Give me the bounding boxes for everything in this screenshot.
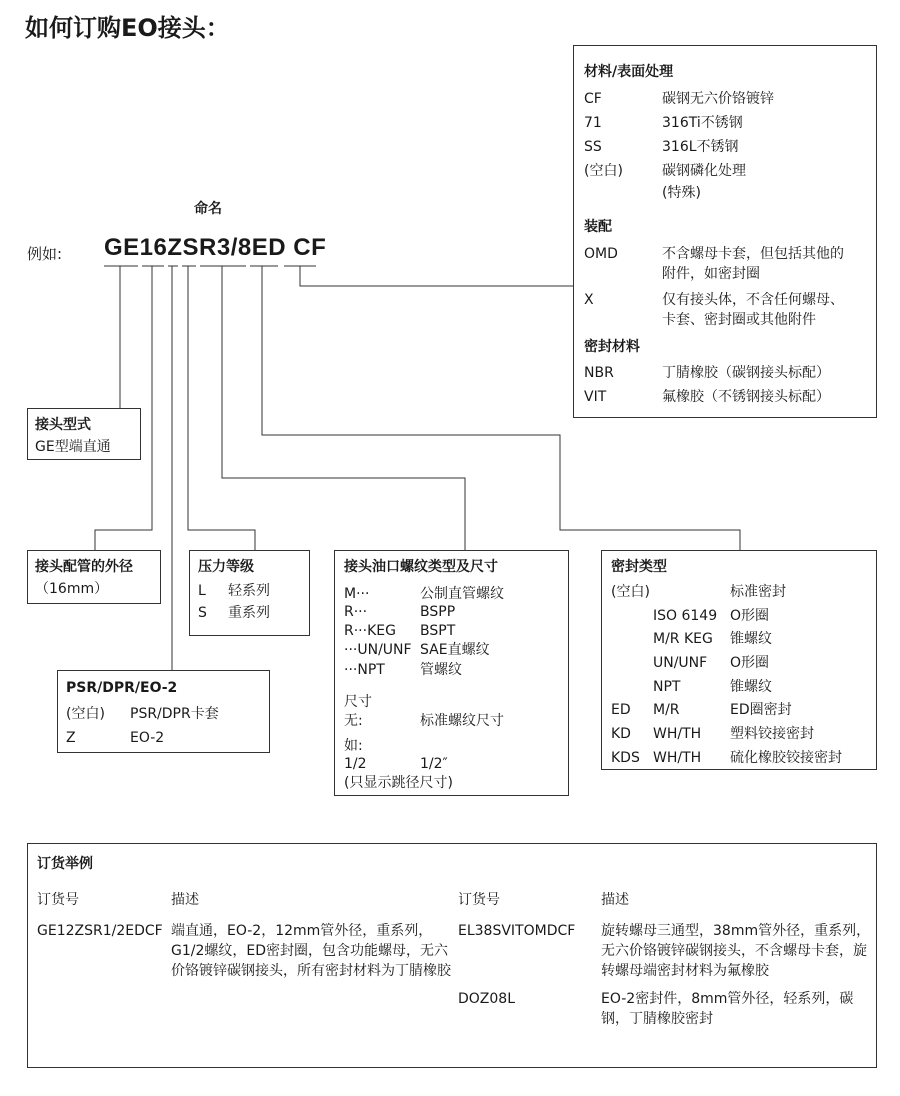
seal-material-desc: 丁腈橡胶（碳钢接头标配） — [662, 365, 830, 381]
order-code-main: GE16ZSR3/8ED — [104, 234, 287, 261]
material-code: (空白) — [584, 163, 623, 179]
thread-code: R··· — [344, 604, 368, 620]
seal-type-desc: 硫化橡胶铰接密封 — [730, 750, 842, 766]
seal-type-port: M/R KEG — [653, 631, 713, 647]
example-prefix: 例如: — [27, 245, 63, 263]
seal-type-code: ED — [611, 702, 631, 718]
thread-desc: 公制直管螺纹 — [420, 586, 504, 602]
order-no-column-header: 订货号 — [37, 892, 79, 908]
seal-type-port: WH/TH — [653, 726, 702, 742]
tube-od-box — [27, 550, 161, 604]
pressure-desc: 重系列 — [228, 605, 270, 621]
desc-column-header: 描述 — [171, 892, 199, 908]
seal-type-desc: 标准密封 — [730, 584, 786, 600]
thread-size-desc: 标准螺纹尺寸 — [420, 713, 504, 729]
order-code-suffix: CF — [293, 234, 327, 261]
thread-code: M··· — [344, 586, 370, 602]
seal-material-desc: 氟橡胶（不锈钢接头标配） — [662, 389, 830, 405]
seal-type-port: UN/UNF — [653, 655, 708, 671]
thread-size-code: 无: — [344, 713, 363, 729]
material-heading: 材料/表面处理 — [584, 64, 674, 80]
thread-desc: SAE直螺纹 — [420, 642, 490, 658]
material-desc: 碳钢无六价铬镀锌 — [662, 91, 774, 107]
seal-type-port: NPT — [653, 679, 681, 695]
thread-box — [334, 550, 569, 796]
assembly-desc: 仅有接头体，不含任何螺母、 — [662, 292, 844, 308]
pressure-box — [189, 550, 310, 636]
seal-material-heading: 密封材料 — [584, 339, 640, 355]
material-code: CF — [584, 91, 602, 107]
psr-dpr-box — [57, 670, 270, 753]
tube-od-value: （16mm） — [35, 581, 109, 597]
seal-type-box — [601, 550, 877, 770]
seal-type-port: M/R — [653, 702, 680, 718]
thread-code: ···NPT — [344, 662, 385, 678]
thread-example-desc: 1/2″ — [420, 756, 448, 772]
thread-code: R···KEG — [344, 623, 396, 639]
thread-desc: 管螺纹 — [420, 662, 462, 678]
thread-example-label: 如: — [344, 738, 363, 754]
tube-od-heading: 接头配管的外径 — [35, 559, 133, 575]
order-examples-heading: 订货举例 — [37, 856, 93, 872]
order-desc: 端直通，EO-2，12mm管外径，重系列，G1/2螺纹，ED密封圈，包含功能螺母，无六价铬镀锌碳钢接头，所有密封材料为丁腈橡胶 — [171, 923, 451, 979]
thread-desc: BSPP — [420, 604, 456, 620]
order-no: DOZ08L — [458, 991, 516, 1007]
thread-note: (只显示跳径尺寸) — [344, 775, 453, 791]
fitting-type-box — [27, 408, 141, 460]
psr-code: Z — [66, 730, 76, 746]
thread-heading: 接头油口螺纹类型及尺寸 — [344, 559, 498, 575]
pressure-code: S — [198, 605, 207, 621]
pressure-desc: 轻系列 — [228, 583, 270, 599]
desc-column-header: 描述 — [601, 892, 629, 908]
thread-example-code: 1/2 — [344, 756, 367, 772]
seal-type-desc: O形圈 — [730, 655, 770, 671]
seal-type-port: WH/TH — [653, 750, 702, 766]
order-no-column-header: 订货号 — [458, 892, 500, 908]
seal-type-heading: 密封类型 — [611, 559, 667, 575]
thread-desc: BSPT — [420, 623, 456, 639]
order-no: GE12ZSR1/2EDCF — [37, 923, 163, 939]
material-desc: 碳钢磷化处理 — [662, 163, 746, 179]
assembly-code: X — [584, 292, 594, 308]
order-desc: EO-2密封件，8mm管外径，轻系列，碳钢，丁腈橡胶密封 — [601, 991, 854, 1027]
pressure-code: L — [198, 583, 206, 599]
seal-material-code: NBR — [584, 365, 614, 381]
psr-heading: PSR/DPR/EO-2 — [66, 680, 178, 696]
material-box — [573, 45, 877, 418]
seal-type-desc: 锥螺纹 — [730, 631, 772, 647]
seal-material-code: VIT — [584, 389, 607, 405]
material-code: SS — [584, 139, 602, 155]
seal-type-desc: O形圈 — [730, 608, 770, 624]
fitting-type-value: GE型端直通 — [35, 439, 111, 455]
assembly-heading: 装配 — [584, 219, 612, 235]
seal-type-code: (空白) — [611, 584, 650, 600]
psr-desc: EO-2 — [130, 730, 165, 746]
order-desc: 旋转螺母三通型，38mm管外径，重系列，无六价铬镀锌碳钢接头，不含螺母卡套，旋转螺母端密封材料为氟橡胶 — [601, 923, 871, 979]
assembly-desc: 不含螺母卡套，但包括其他的 — [662, 246, 844, 262]
page-title: 如何订购EO接头： — [25, 14, 230, 42]
pressure-heading: 压力等级 — [198, 559, 254, 575]
seal-type-code: KDS — [611, 750, 640, 766]
seal-type-desc: 锥螺纹 — [730, 679, 772, 695]
thread-code: ···UN/UNF — [344, 642, 412, 658]
thread-size-label: 尺寸 — [344, 694, 372, 710]
fitting-type-heading: 接头型式 — [35, 417, 91, 433]
seal-type-desc: ED圈密封 — [730, 702, 792, 718]
material-desc: (特殊) — [662, 185, 701, 201]
material-desc: 316Ti不锈钢 — [662, 115, 743, 131]
psr-code: (空白) — [66, 706, 105, 722]
order-code-example — [104, 234, 326, 262]
material-desc: 316L不锈钢 — [662, 139, 739, 155]
seal-type-code: KD — [611, 726, 631, 742]
order-examples-box — [27, 843, 877, 1068]
assembly-desc: 卡套、密封圈或其他附件 — [662, 312, 816, 328]
material-code: 71 — [584, 115, 602, 131]
assembly-code: OMD — [584, 246, 618, 262]
seal-type-desc: 塑料铰接密封 — [730, 726, 814, 742]
naming-label: 命名 — [194, 201, 222, 217]
seal-type-port: ISO 6149 — [653, 608, 718, 624]
psr-desc: PSR/DPR卡套 — [130, 706, 219, 722]
assembly-desc: 附件，如密封圈 — [662, 266, 760, 282]
order-no: EL38SVITOMDCF — [458, 923, 576, 939]
